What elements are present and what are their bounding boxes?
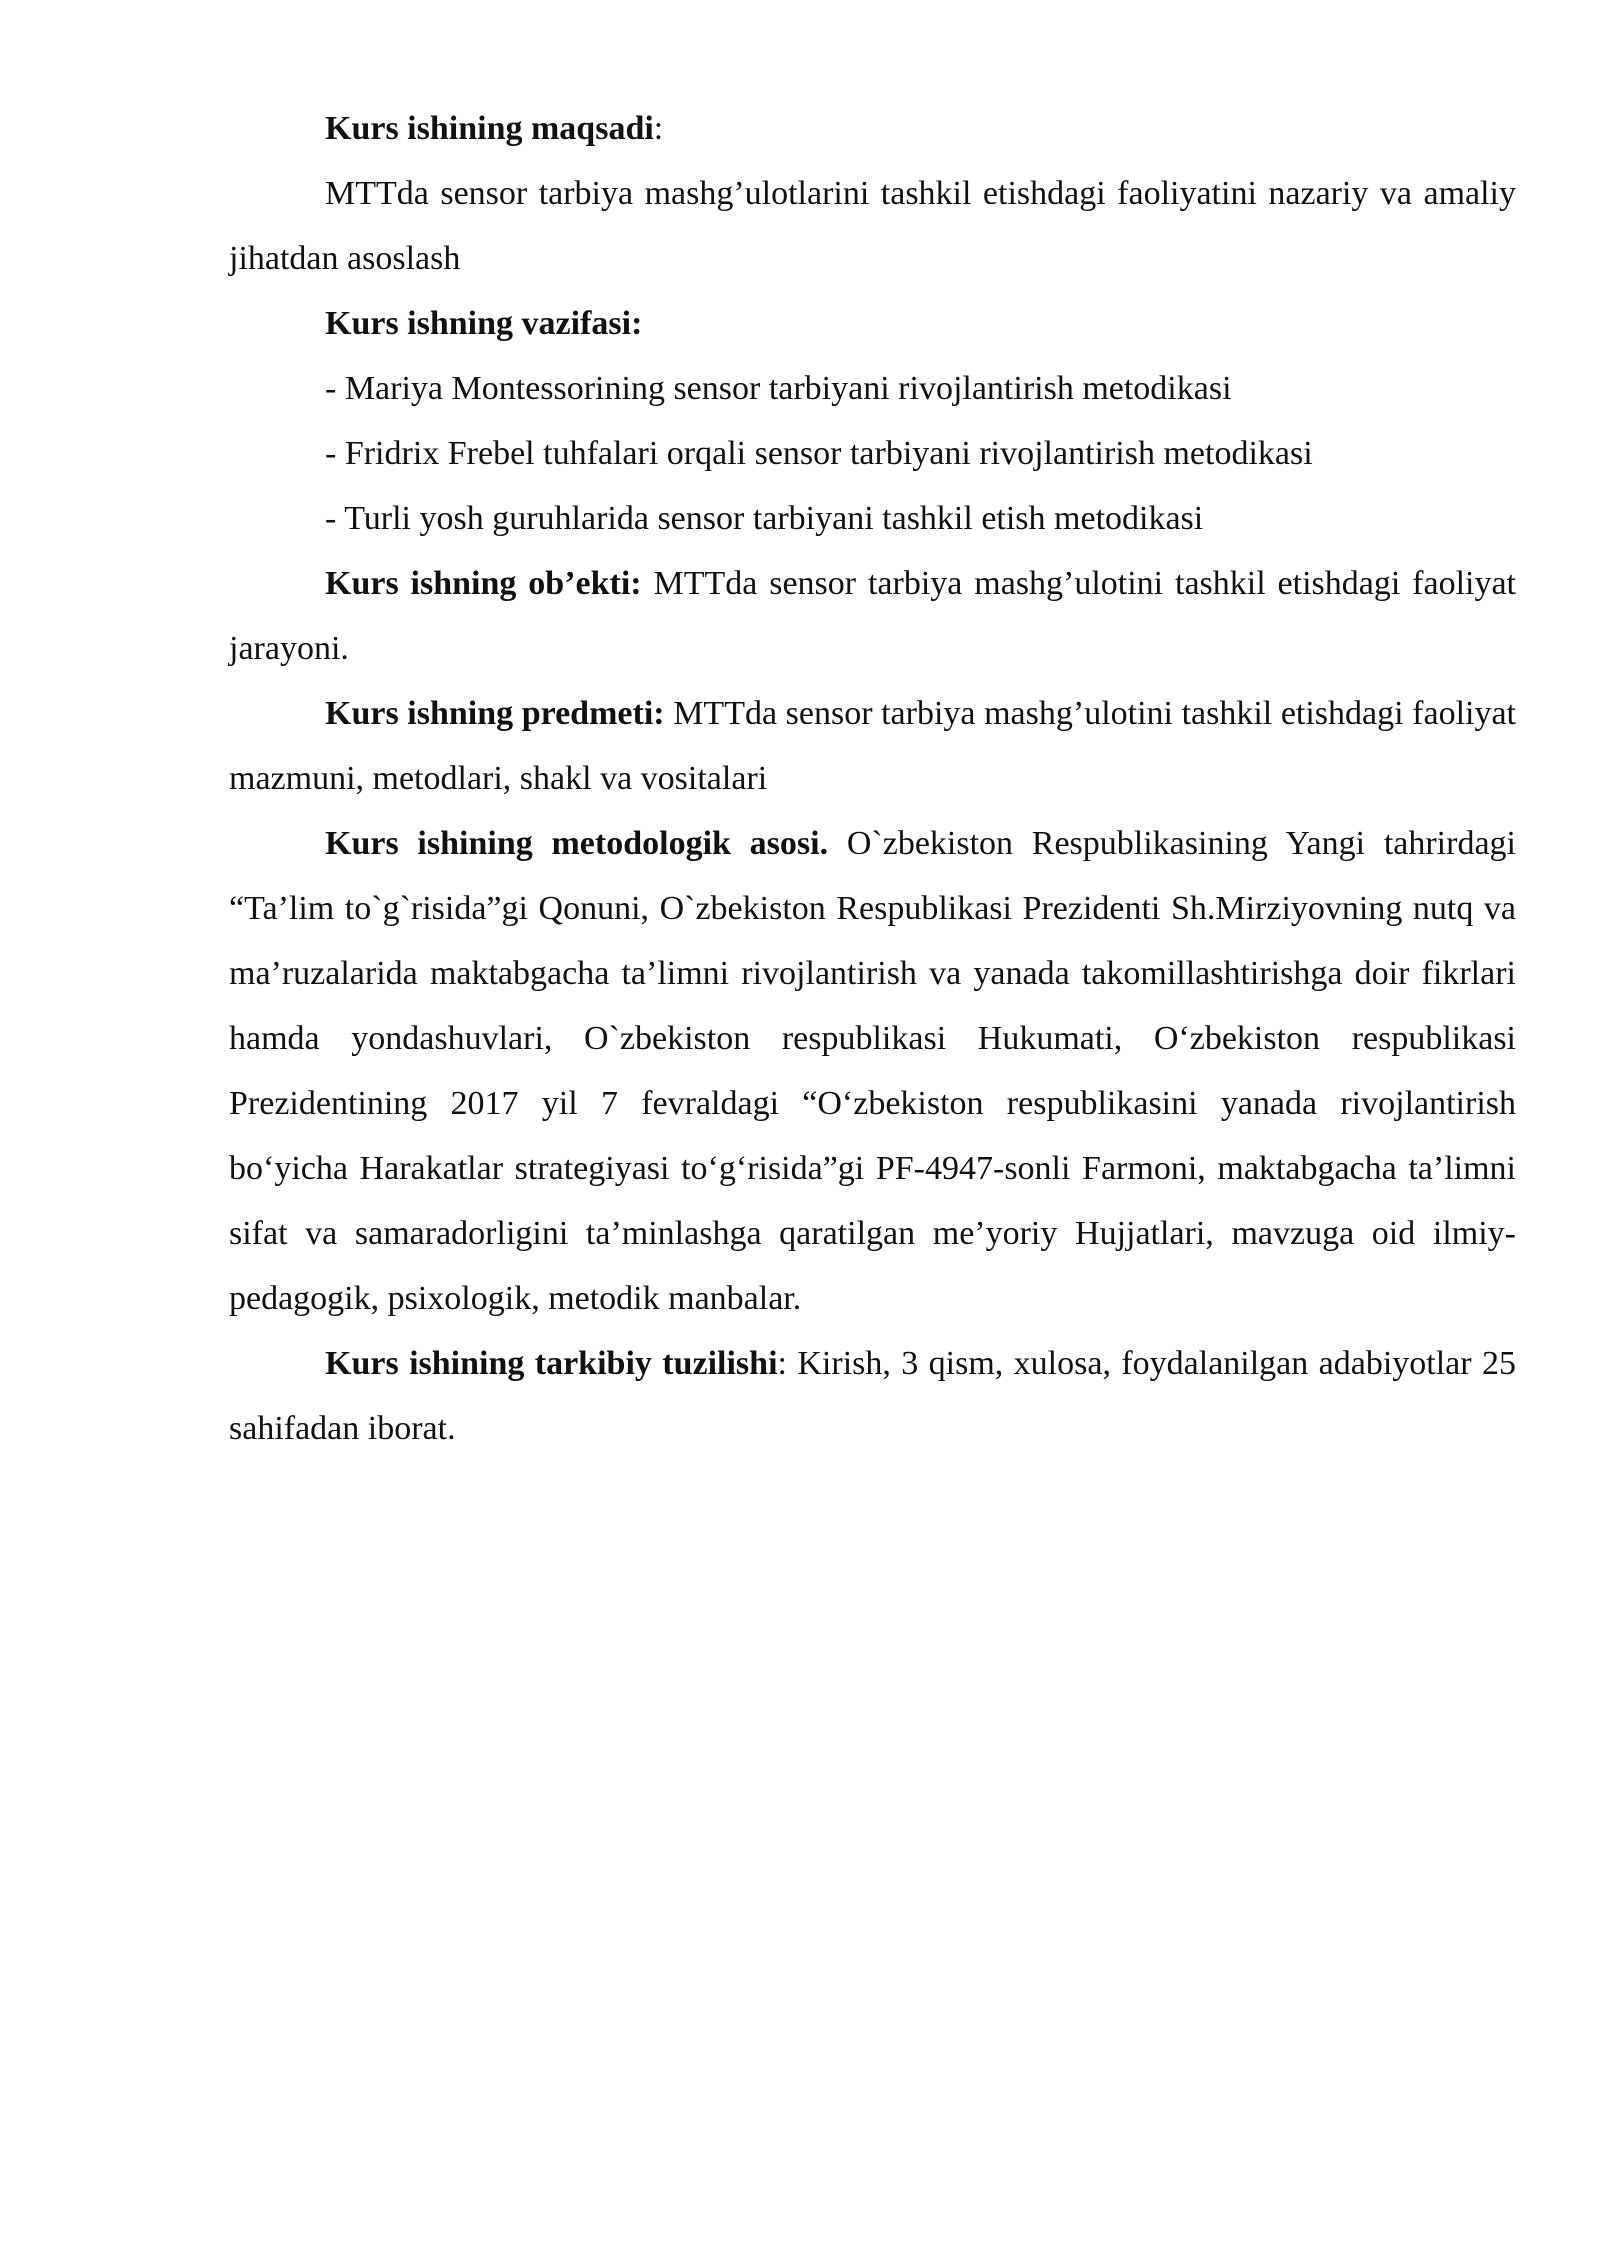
subject-heading: Kurs ishning predmeti:	[325, 695, 665, 732]
tasks-heading-line	[229, 291, 1516, 356]
task-item-2: - Fridrix Frebel tuhfalari orqali sensor tarbiyani rivojlantirish metodikasi	[325, 435, 1313, 472]
tasks-heading: Kurs ishning vazifasi:	[325, 305, 643, 342]
subject-text: MTTda sensor tarbiya mashg’ulotini tashkil etishdagi faoliyat mazmuni, metodlari, shakl va vositalari	[229, 695, 1517, 797]
goal-text: MTTda sensor tarbiya mashg’ulotlarini tashkil etishdagi faoliyatini nazariy va amaliy jihatdan asoslash	[229, 175, 1516, 277]
object-heading: Kurs ishning ob’ekti:	[325, 565, 642, 602]
structure-text: : Kirish, 3 qism, xulosa, foydalanilgan adabiyotlar 25 sahifadan iborat.	[229, 1345, 1516, 1447]
task-item-3: - Turli yosh guruhlarida sensor tarbiyani tashkil etish metodikasi	[325, 500, 1204, 537]
document-page	[229, 96, 1516, 1461]
methodology-paragraph	[229, 811, 1516, 1331]
task-item-1: - Mariya Montessorining sensor tarbiyani rivojlantirish metodikasi	[325, 370, 1232, 407]
structure-paragraph	[229, 1331, 1516, 1461]
object-text: MTTda sensor tarbiya mashg’ulotini tashkil etishdagi faoliyat jarayoni.	[229, 565, 1516, 667]
goal-heading: Kurs ishining maqsadi	[325, 110, 654, 147]
goal-heading-punct: :	[653, 110, 664, 147]
object-paragraph	[229, 551, 1516, 681]
methodology-heading: Kurs ishining metodologik asosi.	[325, 825, 829, 862]
methodology-text: O`zbekiston Respublikasining Yangi tahrirdagi “Ta’lim to`g`risida”gi Qonuni, O`zbekiston Respublikasi Prezidenti Sh.Mirziyovning nutq va ma’ruzalarida maktabgacha ta’limni rivojlantirish va yanada takomillashtirishga doir fikrlari hamda yondashuvlari, O`zbekiston respublikasi Hukumati, O‘zbekiston respublikasi Prezidentining 2017 yil 7 fevraldagi “O‘zbekiston respublikasini yanada rivojlantirish bo‘yicha Harakatlar strategiyasi to‘g‘risida”gi PF-4947-sonli Farmoni, maktabgacha ta’limni sifat va samaradorligini ta’minlashga qaratilgan me’yoriy Hujjatlari, mavzuga oid ilmiy-pedagogik, psixologik, metodik manbalar.	[229, 825, 1516, 1317]
structure-heading: Kurs ishining tarkibiy tuzilishi	[325, 1345, 778, 1382]
subject-paragraph	[229, 681, 1516, 811]
goal-heading-line	[229, 96, 1516, 161]
